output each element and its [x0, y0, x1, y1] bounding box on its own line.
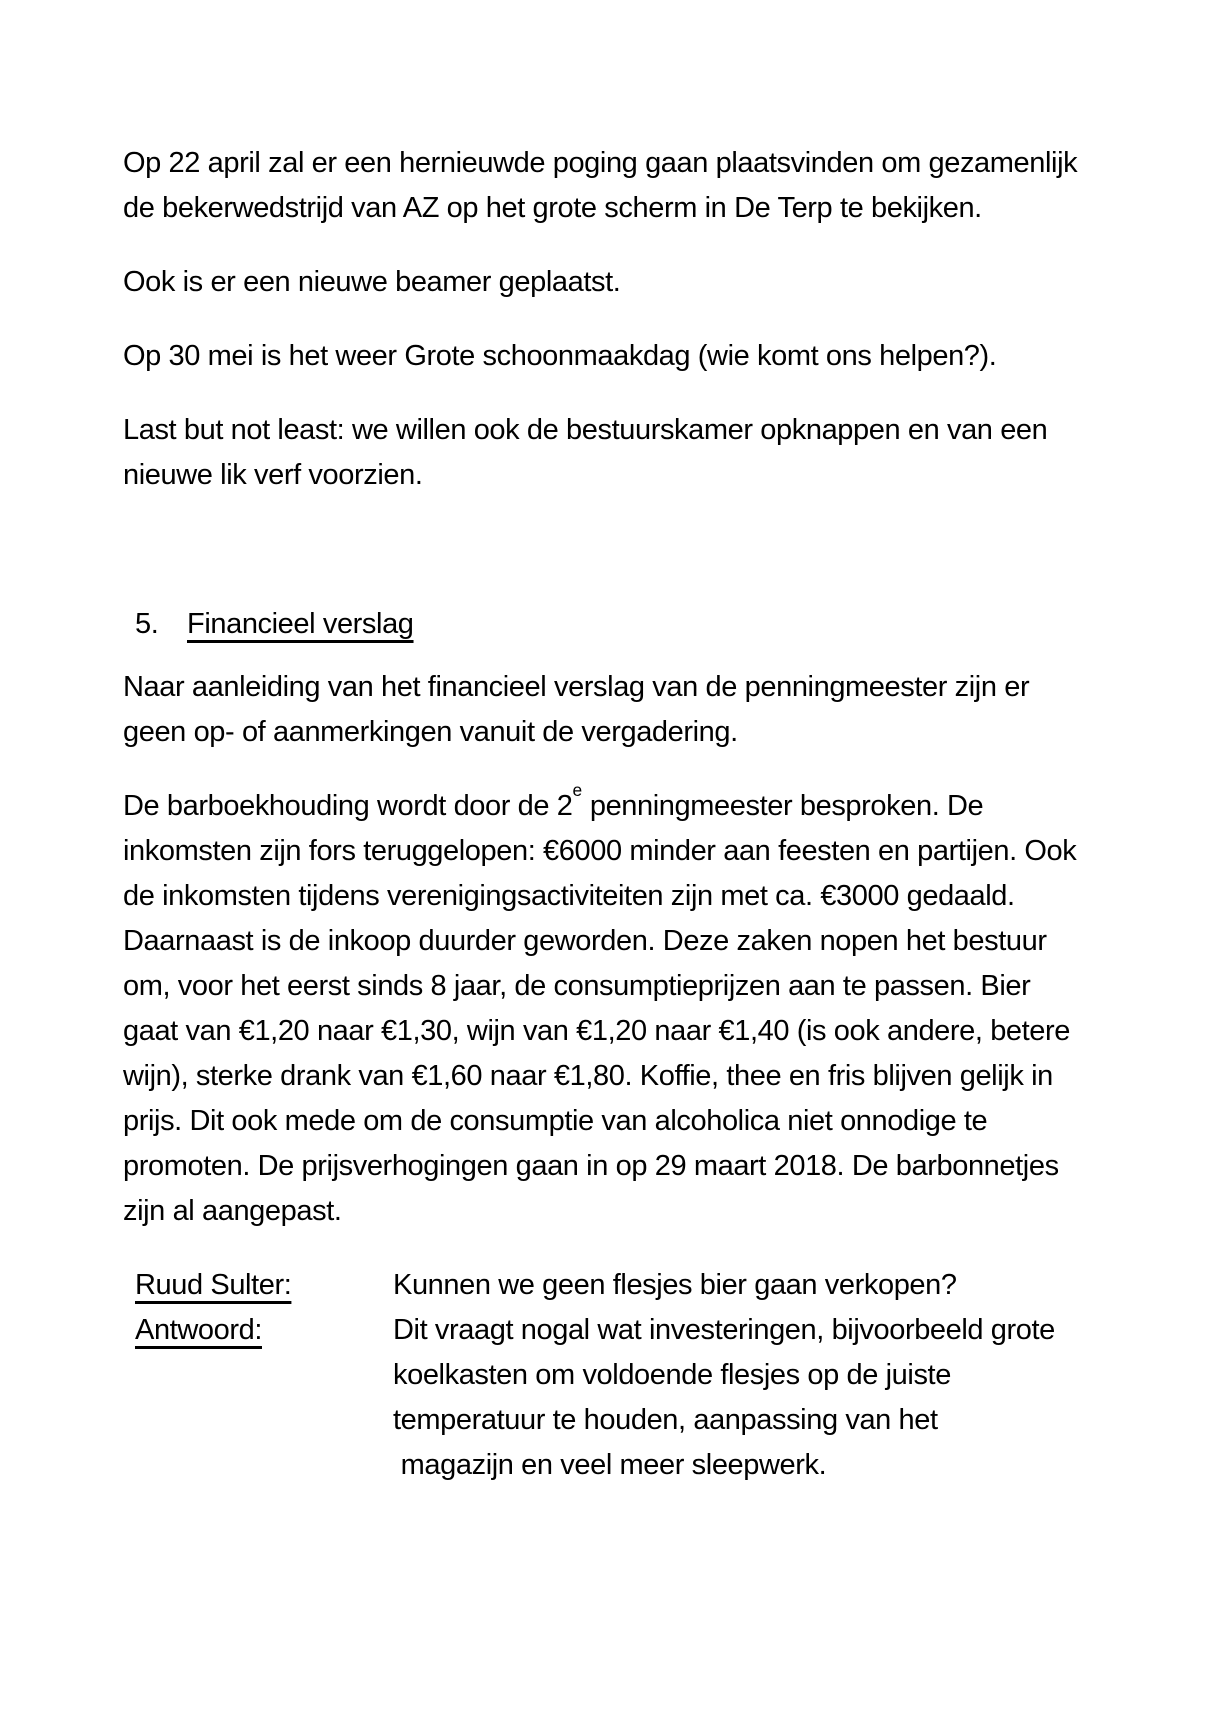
text-line: Dit vraagt nogal wat investeringen, bijvoorbeeld grote [393, 1314, 1055, 1346]
section-heading [123, 602, 1123, 647]
text-line: temperatuur te houden, aanpassing van het [393, 1404, 938, 1436]
qa-answer-label [123, 1308, 393, 1353]
qa-row-question [123, 1263, 1123, 1308]
text-line: nieuwe lik verf voorzien. [123, 459, 423, 491]
text-line: promoten. De prijsverhogingen gaan in op 29 maart 2018. De barbonnetjes [123, 1150, 1059, 1182]
paragraph-tv-event [123, 141, 1123, 231]
text-segment: De barboekhouding wordt door de 2 [123, 790, 573, 822]
text-line: prijs. Dit ook mede om de consumptie van alcoholica niet onnodige te [123, 1105, 988, 1137]
text-line: Op 30 mei is het weer Grote schoonmaakdag (wie komt ons helpen?). [123, 340, 997, 372]
qa-speaker-name: Ruud Sulter: [135, 1269, 292, 1301]
section-title: Financieel verslag [187, 608, 414, 640]
paragraph-bestuurskamer [123, 408, 1123, 498]
qa-question-text [393, 1263, 1123, 1308]
text-line: gaat van €1,20 naar €1,30, wijn van €1,20 naar €1,40 (is ook andere, betere [123, 1015, 1071, 1047]
document-body [123, 141, 1123, 1488]
paragraph-financieel-verslag [123, 665, 1123, 755]
qa-speaker-label [123, 1263, 393, 1308]
text-line: Kunnen we geen flesjes bier gaan verkopen? [393, 1269, 957, 1301]
superscript-e: e [572, 779, 583, 800]
text-line: Op 22 april zal er een hernieuwde poging gaan plaatsvinden om gezamenlijk [123, 147, 1078, 179]
text-line: geen op- of aanmerkingen vanuit de vergadering. [123, 716, 738, 748]
paragraph-schoonmaakdag [123, 334, 1123, 379]
qa-answer-name: Antwoord: [135, 1314, 262, 1346]
paragraph-barboekhouding [123, 779, 1123, 1234]
text-line: Ook is er een nieuwe beamer geplaatst. [123, 266, 621, 298]
text-line: Naar aanleiding van het financieel verslag van de penningmeester zijn er [123, 671, 1030, 703]
text-line: wijn), sterke drank van €1,60 naar €1,80. Koffie, thee en fris blijven gelijk in [123, 1060, 1053, 1092]
text-line [123, 779, 1123, 829]
text-line: om, voor het eerst sinds 8 jaar, de consumptieprijzen aan te passen. Bier [123, 970, 1031, 1002]
text-line: koelkasten om voldoende flesjes op de juiste [393, 1359, 951, 1391]
qa-answer-text [393, 1308, 1123, 1488]
paragraph-beamer [123, 260, 1123, 305]
qa-block [123, 1263, 1123, 1488]
qa-row-answer [123, 1308, 1123, 1488]
text-line: Daarnaast is de inkoop duurder geworden. Deze zaken nopen het bestuur [123, 925, 1047, 957]
section-number: 5. [135, 608, 159, 640]
text-line: magazijn en veel meer sleepwerk. [393, 1449, 827, 1481]
text-segment: penningmeester besproken. De [582, 790, 984, 822]
text-line: de bekerwedstrijd van AZ op het grote scherm in De Terp te bekijken. [123, 192, 982, 224]
text-line: de inkomsten tijdens verenigingsactiviteiten zijn met ca. €3000 gedaald. [123, 880, 1015, 912]
text-line: zijn al aangepast. [123, 1195, 342, 1227]
text-line: Last but not least: we willen ook de bestuurskamer opknappen en van een [123, 414, 1048, 446]
text-line: inkomsten zijn fors teruggelopen: €6000 minder aan feesten en partijen. Ook [123, 835, 1077, 867]
